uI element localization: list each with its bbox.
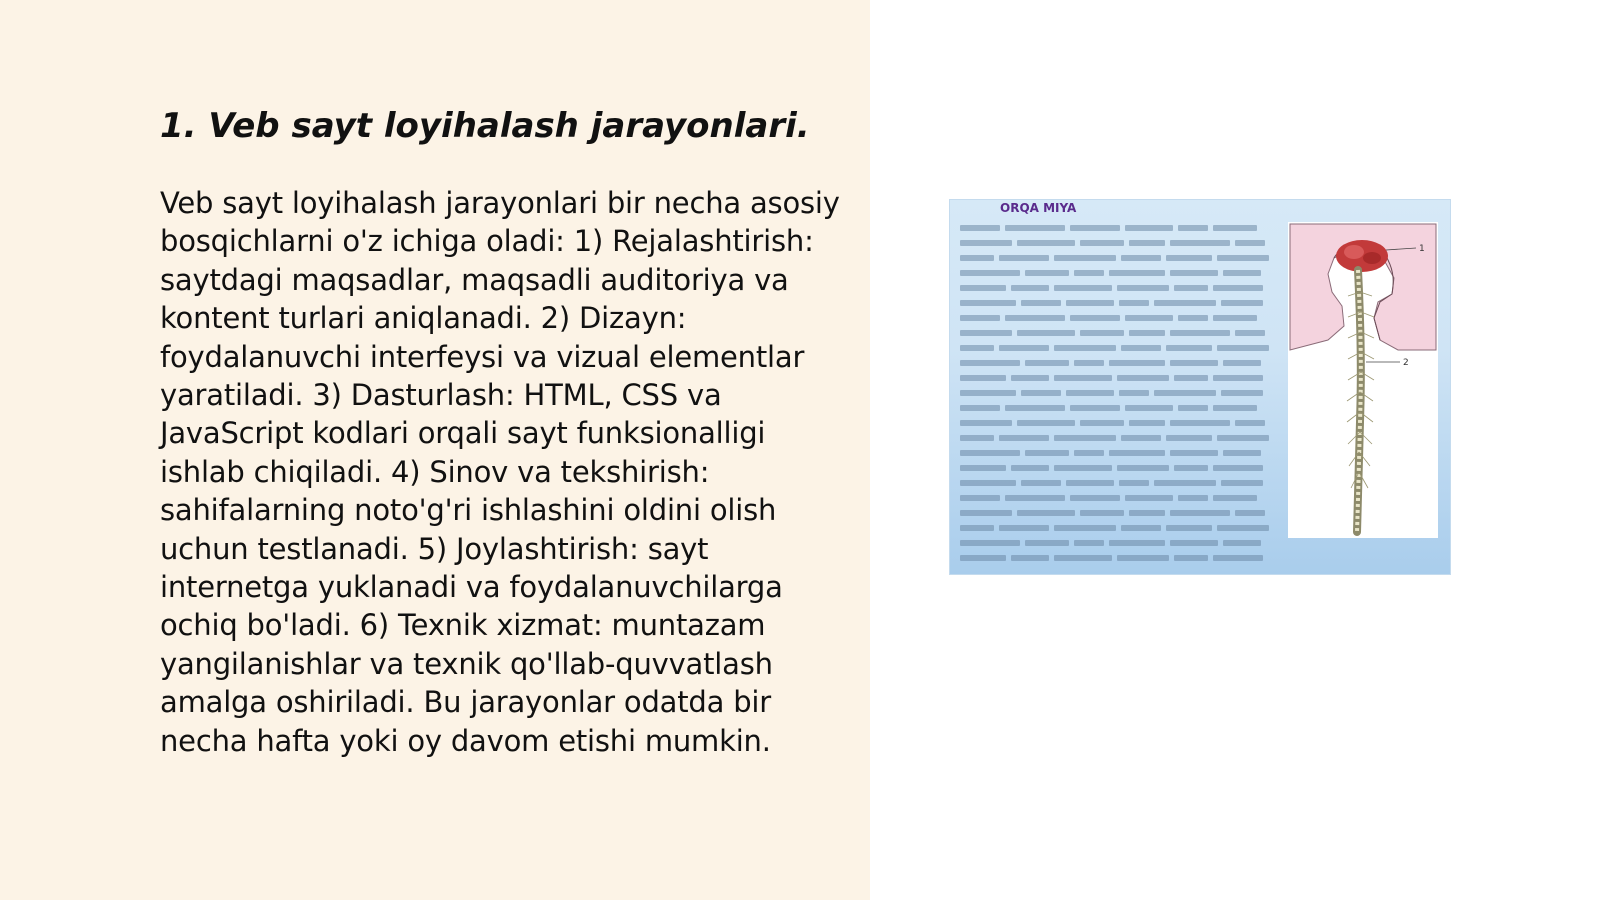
figure-text-word: [1109, 360, 1165, 366]
figure-text-word: [1054, 285, 1112, 291]
figure-text-word: [1005, 495, 1065, 501]
figure-text-word: [960, 240, 1012, 246]
figure-text-word: [1119, 390, 1149, 396]
figure-text-word: [1025, 450, 1069, 456]
figure-text-line: [960, 250, 1270, 265]
figure-text-word: [999, 345, 1049, 351]
figure-text-word: [960, 450, 1020, 456]
figure-text-word: [1080, 240, 1124, 246]
figure-text-word: [1109, 450, 1165, 456]
figure-text-word: [1174, 285, 1208, 291]
figure-text-word: [1011, 375, 1049, 381]
figure-text-word: [1154, 480, 1216, 486]
figure-text-word: [960, 405, 1000, 411]
figure-text-word: [1213, 495, 1257, 501]
figure-text-line: [960, 295, 1270, 310]
figure-text-line: [960, 235, 1270, 250]
figure-text-word: [960, 360, 1020, 366]
figure-text-word: [1235, 510, 1265, 516]
figure-text-word: [1080, 420, 1124, 426]
figure-text-word: [1121, 345, 1161, 351]
figure-text-word: [1170, 270, 1218, 276]
figure-text-word: [1119, 300, 1149, 306]
figure-text-word: [1223, 270, 1261, 276]
figure-text-word: [1166, 435, 1212, 441]
figure-text-word: [1021, 300, 1061, 306]
figure-text-word: [999, 255, 1049, 261]
figure-text-line: [960, 445, 1270, 460]
figure-text-line: [960, 430, 1270, 445]
figure-text-word: [1217, 345, 1269, 351]
figure-text-word: [999, 435, 1049, 441]
figure-text-line: [960, 325, 1270, 340]
figure-text-word: [1223, 360, 1261, 366]
figure-text-word: [1178, 405, 1208, 411]
figure-text-word: [960, 540, 1020, 546]
figure-text-word: [1217, 435, 1269, 441]
figure-text-word: [1174, 555, 1208, 561]
figure-text-word: [1129, 420, 1165, 426]
figure-text-line: [960, 310, 1270, 325]
figure-text-word: [1025, 540, 1069, 546]
figure-text-word: [960, 480, 1016, 486]
figure-text-word: [960, 390, 1016, 396]
figure-text-word: [1170, 420, 1230, 426]
figure-text-word: [1170, 330, 1230, 336]
figure-text-word: [1174, 375, 1208, 381]
figure-text-word: [960, 285, 1006, 291]
figure-text-word: [1054, 255, 1116, 261]
slide-body-text: Veb sayt loyihalash jarayonlari bir necha asosiy bosqichlarni o'z ichiga oladi: 1) Rejalashtirish: saytdagi maqsadlar, maqsadli auditoriya va kontent turlari aniqlanadi. 2) Dizayn: foydalanuvchi interfeysi va vizual elementlar yaratiladi. 3) Dasturlash: HTML, CSS va JavaScript kodlari orqali sayt funksionalligi ishlab chiqiladi. 4) Sinov va tekshirish: sahifalarning noto'g'ri ishlashini oldini olish uchun testlanadi. 5) Joylashtirish: sayt internetga yuklanadi va foydalanuvchilarga ochiq bo'ladi. 6) Texnik xizmat: muntazam yangilanishlar va texnik qo'llab-quvvatlash amalga oshiriladi. Bu jarayonlar odatda bir necha hafta yoki oy davom etishi mumkin.: [160, 186, 840, 758]
figure-text-word: [1170, 360, 1218, 366]
figure-text-word: [1121, 525, 1161, 531]
figure-text-word: [960, 345, 994, 351]
figure-text-word: [1166, 255, 1212, 261]
figure-text-word: [960, 300, 1016, 306]
figure-text-word: [1129, 240, 1165, 246]
figure-text-line: [960, 505, 1270, 520]
figure-text-word: [960, 375, 1006, 381]
figure-text-word: [1005, 225, 1065, 231]
figure-text-line: [960, 415, 1270, 430]
figure-text-word: [1119, 480, 1149, 486]
figure-text-word: [1170, 540, 1218, 546]
figure-text-word: [1117, 555, 1169, 561]
figure-text-line: [960, 265, 1270, 280]
figure-text-word: [1017, 240, 1075, 246]
figure-text-word: [1080, 330, 1124, 336]
figure-text-word: [1235, 240, 1265, 246]
figure-text-word: [960, 525, 994, 531]
figure-text-word: [1178, 225, 1208, 231]
figure-text-word: [960, 435, 994, 441]
figure-text-line: [960, 535, 1270, 550]
figure-text-word: [1125, 315, 1173, 321]
spinal-cord-illustration: [1288, 222, 1438, 538]
figure-text-word: [1129, 510, 1165, 516]
figure-text-word: [960, 510, 1012, 516]
figure-text-word: [1221, 480, 1263, 486]
figure-text-word: [960, 255, 994, 261]
figure-text-word: [1021, 480, 1061, 486]
figure-text-word: [960, 315, 1000, 321]
figure-text-word: [1223, 450, 1261, 456]
figure-text-word: [960, 270, 1020, 276]
figure-text-word: [1121, 255, 1161, 261]
figure-text-word: [1005, 315, 1065, 321]
figure-text-word: [1017, 510, 1075, 516]
figure-text-word: [1174, 465, 1208, 471]
figure-text-word: [1054, 465, 1112, 471]
figure-text-word: [1217, 525, 1269, 531]
figure-text-line: [960, 490, 1270, 505]
figure-text-word: [1054, 525, 1116, 531]
figure-text-word: [1066, 480, 1114, 486]
figure-text-word: [1021, 390, 1061, 396]
figure-text-word: [1054, 375, 1112, 381]
figure-text-line: [960, 475, 1270, 490]
figure-text-word: [1166, 525, 1212, 531]
figure-text-word: [960, 420, 1012, 426]
figure-text-word: [1066, 390, 1114, 396]
figure-text-word: [1217, 255, 1269, 261]
figure-text-word: [1223, 540, 1261, 546]
figure-text-word: [1080, 510, 1124, 516]
figure-text-line: [960, 550, 1270, 565]
figure-text-word: [1017, 420, 1075, 426]
figure-text-word: [1074, 450, 1104, 456]
figure-text-word: [1213, 555, 1263, 561]
figure-text-word: [1125, 225, 1173, 231]
figure-text-word: [1005, 405, 1065, 411]
figure-text-word: [1025, 360, 1069, 366]
figure-text-word: [1154, 300, 1216, 306]
figure-text-word: [1235, 330, 1265, 336]
figure-text-word: [999, 525, 1049, 531]
figure-text-word: [1213, 315, 1257, 321]
figure-text-word: [1221, 300, 1263, 306]
figure-text-word: [1070, 405, 1120, 411]
figure-text-word: [1154, 390, 1216, 396]
spinal-cord-drawing: [1288, 222, 1438, 538]
figure-text-word: [1070, 315, 1120, 321]
figure-text-line: [960, 340, 1270, 355]
figure-text-word: [1117, 375, 1169, 381]
figure-text-word: [1170, 510, 1230, 516]
figure-heading: ORQA MIYA: [1000, 201, 1077, 215]
figure-text-line: [960, 220, 1270, 235]
figure-text-word: [1125, 495, 1173, 501]
figure-text-word: [960, 330, 1012, 336]
figure-text-word: [1125, 405, 1173, 411]
figure-text-word: [1178, 495, 1208, 501]
slide-title: 1. Veb sayt loyihalash jarayonlari.: [160, 106, 810, 146]
figure-text-word: [960, 465, 1006, 471]
figure-text-word: [1170, 450, 1218, 456]
figure-text-word: [1213, 405, 1257, 411]
figure-label-2: 2: [1403, 358, 1409, 368]
figure-text-word: [1109, 540, 1165, 546]
figure-text-word: [1221, 390, 1263, 396]
figure-text-word: [1011, 555, 1049, 561]
figure-text-word: [1017, 330, 1075, 336]
figure-text-word: [1117, 465, 1169, 471]
figure-text-word: [1213, 465, 1263, 471]
figure-text-word: [1025, 270, 1069, 276]
figure-text-word: [1070, 225, 1120, 231]
figure-label-1: 1: [1419, 244, 1425, 254]
figure-text-word: [1011, 465, 1049, 471]
figure-text-line: [960, 460, 1270, 475]
figure-text-word: [1054, 555, 1112, 561]
figure-text-word: [1074, 270, 1104, 276]
figure-text-word: [1121, 435, 1161, 441]
figure-text-line: [960, 400, 1270, 415]
textbook-page-image: [950, 200, 1450, 574]
figure-text-word: [1011, 285, 1049, 291]
figure-text-word: [1213, 225, 1257, 231]
figure-text-line: [960, 370, 1270, 385]
figure-text-word: [1213, 285, 1263, 291]
figure-text-word: [1109, 270, 1165, 276]
figure-text-word: [1070, 495, 1120, 501]
figure-text-word: [1066, 300, 1114, 306]
figure-text-word: [1129, 330, 1165, 336]
figure-text-word: [1117, 285, 1169, 291]
figure-text-word: [1170, 240, 1230, 246]
figure-text-word: [1235, 420, 1265, 426]
figure-text-line: [960, 355, 1270, 370]
figure-text-word: [960, 495, 1000, 501]
figure-text-block: [960, 220, 1270, 570]
figure-text-word: [1074, 360, 1104, 366]
figure-text-line: [960, 385, 1270, 400]
figure-text-word: [1178, 315, 1208, 321]
figure-text-word: [1213, 375, 1263, 381]
figure-text-word: [1054, 435, 1116, 441]
figure-text-word: [960, 555, 1006, 561]
figure-text-word: [1074, 540, 1104, 546]
figure-text-word: [1054, 345, 1116, 351]
figure-text-line: [960, 280, 1270, 295]
figure-text-word: [960, 225, 1000, 231]
figure-text-line: [960, 520, 1270, 535]
figure-text-word: [1166, 345, 1212, 351]
